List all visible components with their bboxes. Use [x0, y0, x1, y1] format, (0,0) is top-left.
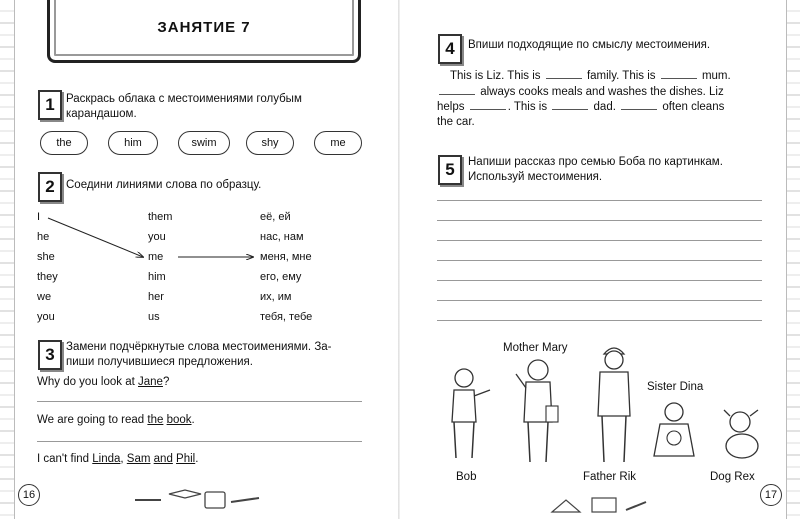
col3-word[interactable]: его, ему	[260, 271, 302, 283]
underlined-word: Sam	[126, 453, 151, 465]
task-3-line2: пиши получившиеся предложения.	[66, 356, 253, 368]
right-decorative-border	[786, 0, 800, 519]
underlined-word: book	[166, 414, 192, 426]
writing-line[interactable]	[437, 280, 762, 281]
caption-sister: Sister Dina	[647, 381, 704, 393]
underlined-word: Linda	[92, 453, 121, 465]
col2-word[interactable]: us	[148, 311, 160, 323]
paragraph-line-4: the car.	[437, 116, 475, 128]
task-2-number: 2	[38, 172, 62, 202]
task-1-number: 1	[38, 90, 62, 120]
underlined-word: Phil	[176, 453, 196, 465]
col3-word[interactable]: меня, мне	[260, 251, 312, 263]
sentence-text: I can't find	[37, 453, 93, 465]
bob-illustration	[444, 366, 494, 466]
task-4-instruction: Впиши подходящие по смыслу местоимения.	[468, 39, 711, 51]
sentence-text: This is Liz. This is	[450, 70, 541, 82]
task-5-number: 5	[438, 155, 462, 185]
blank-field[interactable]	[661, 70, 697, 79]
sentence-text: ,	[120, 453, 127, 465]
caption-bob: Bob	[456, 471, 477, 483]
sentence-2	[37, 414, 195, 426]
underlined-word: Jane	[138, 376, 163, 388]
blank-field[interactable]	[621, 101, 657, 110]
underlined-word: and	[153, 453, 173, 465]
col3-word[interactable]: их, им	[260, 291, 292, 303]
col2-word[interactable]: me	[148, 251, 164, 263]
sentence-text: family. This is	[586, 70, 656, 82]
sentence-text: mum.	[701, 70, 731, 82]
task-3-line1: Замени подчёркнутые слова местоимениями. За-	[66, 341, 332, 353]
col3-word[interactable]: её, ей	[260, 211, 291, 223]
sentence-1	[37, 376, 169, 388]
cloud-word[interactable]: swim	[178, 131, 230, 155]
writing-line[interactable]	[437, 220, 762, 221]
col1-word[interactable]: I	[37, 211, 41, 223]
caption-dog: Dog Rex	[710, 471, 755, 483]
task-2-instruction: Соедини линиями слова по образцу.	[66, 179, 262, 191]
paragraph-line-2	[437, 86, 724, 98]
writing-line[interactable]	[437, 260, 762, 261]
sentence-text: dad.	[593, 101, 616, 113]
cloud-word[interactable]: the	[40, 131, 88, 155]
col1-word[interactable]: they	[37, 271, 58, 283]
sister-illustration	[650, 398, 700, 464]
paragraph-line-1	[450, 70, 731, 82]
blank-field[interactable]	[439, 86, 475, 95]
arrow-i-to-me	[48, 218, 143, 257]
col2-word[interactable]: him	[148, 271, 166, 283]
writing-line[interactable]	[437, 320, 762, 321]
task-1-line1: Раскрась облака с местоимениями голубым	[66, 93, 302, 105]
task-5-instruction	[468, 155, 723, 185]
blank-field[interactable]	[470, 101, 506, 110]
page-number-17: 17	[760, 484, 782, 506]
sentence-text: . This is	[507, 101, 548, 113]
col1-word[interactable]: he	[37, 231, 50, 243]
task-5-line2: Используй местоимения.	[468, 171, 603, 183]
task-1-line2: карандашом.	[66, 108, 137, 120]
answer-line[interactable]	[37, 401, 362, 402]
right-page	[400, 0, 800, 519]
sentence-text: always cooks meals and washes the dishes. Liz	[480, 86, 724, 98]
writing-line[interactable]	[437, 240, 762, 241]
col1-word[interactable]: we	[37, 291, 52, 303]
sentence-text: often cleans	[662, 101, 725, 113]
father-illustration	[588, 340, 642, 468]
lesson-title: ЗАНЯТИЕ 7	[157, 19, 251, 36]
sentence-text: .	[195, 453, 199, 465]
sentence-text: helps	[437, 101, 465, 113]
col2-word[interactable]: them	[148, 211, 173, 223]
mother-illustration	[512, 356, 566, 468]
sentence-text: We are going to read	[37, 414, 148, 426]
underlined-word: the	[147, 414, 164, 426]
sentence-text: .	[191, 414, 195, 426]
col2-word[interactable]: you	[148, 231, 166, 243]
cloud-word[interactable]: me	[314, 131, 362, 155]
cloud-word[interactable]: shy	[246, 131, 294, 155]
school-supplies-illustration	[135, 486, 265, 514]
col3-word[interactable]: тебя, тебе	[260, 311, 313, 323]
col2-word[interactable]: her	[148, 291, 164, 303]
blank-field[interactable]	[546, 70, 582, 79]
sentence-3	[37, 453, 198, 465]
caption-mother: Mother Mary	[503, 342, 568, 354]
task-4-number: 4	[438, 34, 462, 64]
paragraph-line-3	[437, 101, 724, 113]
dog-illustration	[718, 408, 768, 464]
task-3-number: 3	[38, 340, 62, 370]
page-number-16: 16	[18, 484, 40, 506]
task-3-instruction	[66, 340, 362, 370]
col1-word[interactable]: she	[37, 251, 55, 263]
blank-field[interactable]	[552, 101, 588, 110]
col3-word[interactable]: нас, нам	[260, 231, 304, 243]
sentence-text: Why do you look at	[37, 376, 138, 388]
writing-line[interactable]	[437, 200, 762, 201]
household-items-illustration	[550, 492, 650, 516]
task-5-line1: Напиши рассказ про семью Боба по картинкам.	[468, 156, 723, 168]
answer-line[interactable]	[37, 441, 362, 442]
caption-father: Father Rik	[583, 471, 637, 483]
writing-line[interactable]	[437, 300, 762, 301]
sentence-text: ?	[162, 376, 170, 388]
col1-word[interactable]: you	[37, 311, 55, 323]
cloud-word[interactable]: him	[108, 131, 158, 155]
